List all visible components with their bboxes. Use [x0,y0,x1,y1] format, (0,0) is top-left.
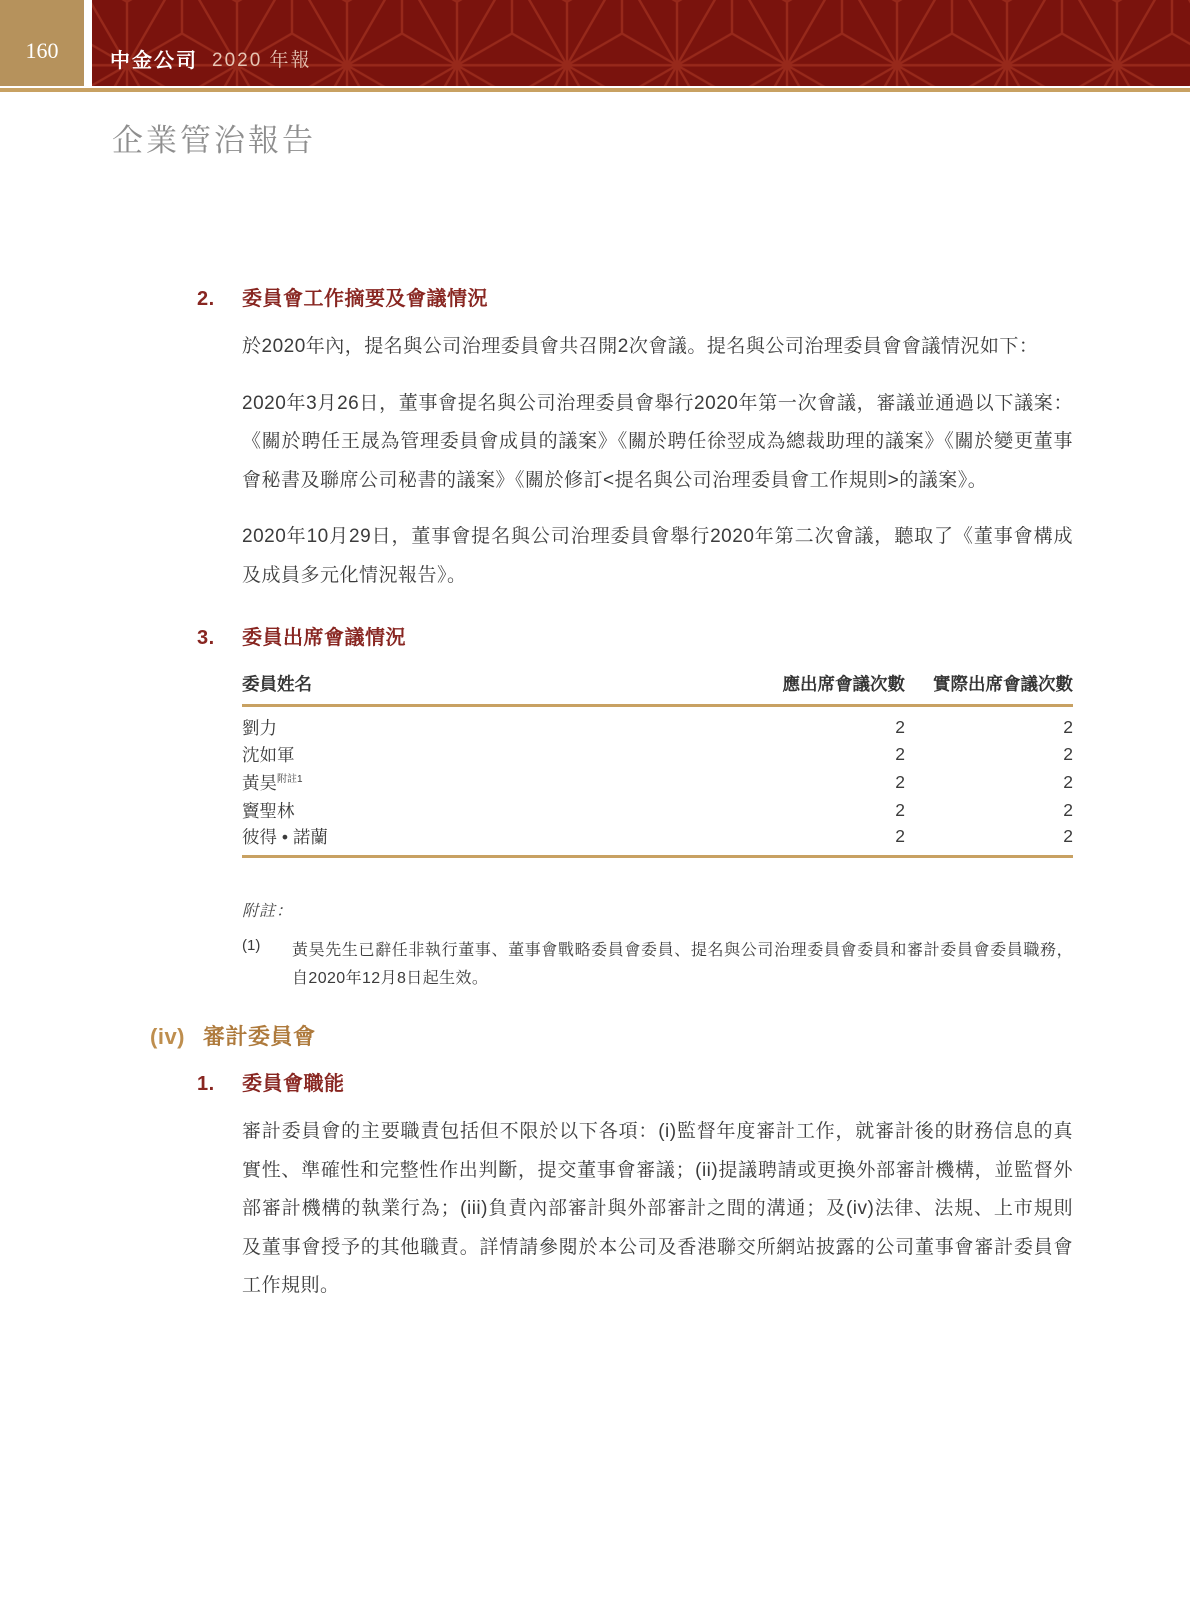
header-red-band [92,0,1190,86]
note-1-label: (1) [242,937,261,954]
attendance-table [242,667,1073,858]
table-row [242,824,1073,857]
table-row [242,740,1073,768]
header-brand [110,0,312,86]
committee-function-number: 1. [197,1073,215,1095]
page-number-block [0,0,84,86]
note-1-text: 黃昊先生已辭任非執行董事、董事會戰略委員會委員、提名與公司治理委員會委員和審計委員會委員職務，自2020年12月8日起生效。 [292,942,1073,987]
table-row [242,706,1073,741]
required-count: 2 [895,799,905,820]
section-2-heading [197,286,1073,312]
member-name: 劉力 [242,718,277,738]
section-2-number: 2. [197,288,215,310]
member-note-ref: 附註1 [277,773,303,785]
note-1 [242,937,1073,993]
section-2-paragraph-1: 於2020年內，提名與公司治理委員會共召開2次會議。提名與公司治理委員會會議情況如下： [242,336,1039,357]
audit-committee-title: 審計委員會 [203,1024,316,1049]
attended-count: 2 [1063,743,1073,764]
section-2-paragraph-2: 2020年3月26日，董事會提名與公司治理委員會舉行2020年第一次會議，審議並通過以下議案：《關於聘任王晟為管理委員會成員的議案》《關於聘任徐翌成為總裁助理的議案》《關於變更董事會秘書及聯席公司秘書的議案》《關於修訂<提名與公司治理委員會工作規則>的議案》。 [242,392,1073,491]
committee-function-heading [197,1071,1073,1097]
required-count: 2 [895,771,905,792]
gold-divider [0,88,1190,92]
audit-committee-heading [150,1023,1073,1051]
member-name: 黃昊 [242,772,277,793]
page-header [0,0,1190,86]
page-title: 企業管治報告 [112,123,316,158]
required-count: 2 [895,717,905,737]
section-2-paragraph-3: 2020年10月29日，董事會提名與公司治理委員會舉行2020年第二次會議，聽取了《董事會構成及成員多元化情況報告》。 [242,526,1073,586]
member-name: 沈如軍 [242,744,295,765]
section-3-heading [197,625,1073,651]
attended-count: 2 [905,824,1073,857]
table-header-row [242,667,1073,706]
section-3-title: 委員出席會議情況 [242,627,406,649]
column-header-attended: 實際出席會議次數 [905,667,1073,706]
section-2-title: 委員會工作摘要及會議情況 [242,288,488,310]
section-3-number: 3. [197,627,215,649]
member-name: 彼得 • 諾蘭 [242,827,328,847]
company-name: 中金公司 [110,49,198,72]
audit-committee-number: (iv) [150,1024,185,1049]
page-number: 160 [25,38,59,63]
required-count: 2 [895,743,905,764]
attended-count: 2 [1063,799,1073,820]
table-row [242,768,1073,796]
report-year: 2020 年報 [212,49,312,71]
member-name: 竇聖林 [242,800,295,821]
required-count: 2 [722,824,905,857]
committee-function-title: 委員會職能 [242,1073,345,1095]
notes-label: 附註： [242,903,294,920]
column-header-name: 委員姓名 [242,667,722,706]
column-header-required: 應出席會議次數 [722,667,905,706]
table-row [242,796,1073,824]
attended-count: 2 [1063,717,1073,737]
attended-count: 2 [1063,771,1073,792]
committee-function-paragraph: 審計委員會的主要職責包括但不限於以下各項：(i)監督年度審計工作，就審計後的財務信息的真實性、準確性和完整性作出判斷，提交董事會審議；(ii)提議聘請或更換外部審計機構，並監督外部審計機構的執業行為；(iii)負責內部審計與外部審計之間的溝通；及(iv)法律、法規、上市規則及董事會授予的其他職責。詳情請參閱於本公司及香港聯交所網站披露的公司董事會審計委員會工作規則。 [242,1121,1073,1296]
